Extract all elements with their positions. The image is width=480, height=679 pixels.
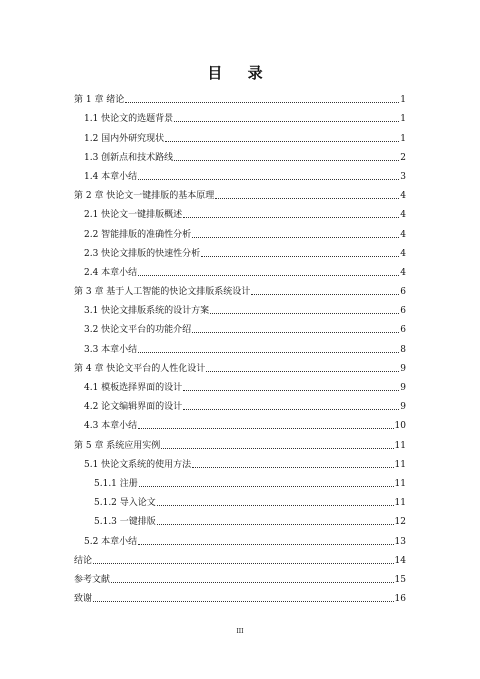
dot-leader bbox=[157, 505, 394, 506]
toc-entry-page: 2 bbox=[400, 152, 406, 163]
toc-entry-label: 结论 bbox=[74, 555, 93, 566]
toc-entry-page: 4 bbox=[400, 210, 406, 221]
dot-leader bbox=[174, 121, 399, 122]
toc-entry-page: 4 bbox=[400, 191, 406, 202]
toc-entry[interactable] bbox=[74, 105, 406, 124]
toc-entry-page: 12 bbox=[394, 517, 406, 528]
toc-entry[interactable] bbox=[74, 393, 406, 412]
toc-entry[interactable] bbox=[74, 566, 406, 585]
dot-leader bbox=[183, 409, 399, 410]
dot-leader bbox=[210, 313, 399, 314]
toc-entry-page: 9 bbox=[400, 383, 406, 393]
toc-entry-label: 5.1.1 注册 bbox=[94, 478, 138, 489]
page-number-footer: III bbox=[236, 628, 244, 635]
toc-entry-label: 4.3 本章小结 bbox=[84, 421, 138, 432]
toc-entry-page: 9 bbox=[400, 402, 406, 413]
toc-entry[interactable] bbox=[74, 489, 406, 508]
toc-entry-page: 13 bbox=[394, 536, 406, 547]
toc-entry[interactable] bbox=[74, 527, 406, 546]
toc-entry-page: 4 bbox=[400, 267, 406, 278]
toc-entry-page: 4 bbox=[400, 229, 406, 240]
toc-entry[interactable] bbox=[74, 182, 406, 201]
dot-leader bbox=[93, 601, 394, 602]
dot-leader bbox=[139, 486, 394, 487]
dot-leader bbox=[161, 448, 393, 449]
toc-entry-label: 2.2 智能排版的准确性分析 bbox=[84, 229, 192, 240]
dot-leader bbox=[138, 544, 393, 545]
dot-leader bbox=[138, 275, 399, 276]
toc-entry-page: 6 bbox=[400, 325, 406, 336]
dot-leader bbox=[138, 428, 393, 429]
toc-entry-label: 第 2 章 快论文一键排版的基本原理 bbox=[74, 191, 215, 202]
toc-entry-label: 第 5 章 系统应用实例 bbox=[74, 440, 161, 451]
toc-entry[interactable] bbox=[74, 431, 406, 450]
toc-entry[interactable] bbox=[74, 451, 406, 470]
toc-entry-label: 5.2 本章小结 bbox=[84, 536, 138, 547]
toc-entry-label: 5.1.2 导入论文 bbox=[94, 498, 156, 509]
toc-entry[interactable] bbox=[74, 278, 406, 297]
toc-entry[interactable] bbox=[74, 124, 406, 143]
toc-entry-page: 11 bbox=[394, 478, 406, 489]
toc-entry-label: 第 3 章 基于人工智能的快论文排版系统设计 bbox=[74, 287, 251, 298]
toc-entry-label: 2.4 本章小结 bbox=[84, 267, 138, 278]
toc-entry[interactable] bbox=[74, 470, 406, 489]
toc-entry[interactable] bbox=[74, 335, 406, 354]
toc-entry[interactable] bbox=[74, 86, 406, 105]
dot-leader bbox=[165, 141, 399, 142]
toc-entry[interactable] bbox=[74, 240, 406, 259]
toc-entry-page: 1 bbox=[400, 95, 406, 106]
toc-entry[interactable] bbox=[74, 355, 406, 374]
toc-entry-label: 第 4 章 快论文平台的人性化设计 bbox=[74, 363, 206, 374]
toc-entry[interactable] bbox=[74, 374, 406, 393]
toc-entry[interactable] bbox=[74, 316, 406, 335]
toc-entry-page: 11 bbox=[394, 459, 406, 470]
toc-entry-page: 3 bbox=[400, 171, 406, 182]
toc-entry-label: 第 1 章 绪论 bbox=[74, 95, 125, 106]
toc-entry-page: 6 bbox=[400, 287, 406, 298]
table-of-contents bbox=[74, 86, 406, 604]
toc-entry[interactable] bbox=[74, 412, 406, 431]
toc-entry-label: 3.1 快论文排版系统的设计方案 bbox=[84, 306, 210, 317]
dot-leader bbox=[157, 524, 394, 525]
toc-entry-page: 14 bbox=[394, 555, 406, 566]
toc-entry-page: 11 bbox=[394, 440, 406, 451]
toc-entry[interactable] bbox=[74, 508, 406, 527]
toc-entry[interactable] bbox=[74, 585, 406, 604]
toc-entry-label: 4.1 模板选择界面的设计 bbox=[84, 383, 183, 393]
dot-leader bbox=[192, 332, 399, 333]
dot-leader bbox=[183, 390, 399, 391]
toc-entry[interactable] bbox=[74, 259, 406, 278]
toc-entry[interactable] bbox=[74, 547, 406, 566]
toc-entry-label: 1.4 本章小结 bbox=[84, 171, 138, 182]
toc-entry-label: 4.2 论文编辑界面的设计 bbox=[84, 402, 183, 413]
toc-entry[interactable] bbox=[74, 163, 406, 182]
dot-leader bbox=[138, 179, 399, 180]
toc-entry-label: 1.2 国内外研究现状 bbox=[84, 133, 165, 144]
toc-entry-label: 3.3 本章小结 bbox=[84, 344, 138, 355]
toc-entry-page: 10 bbox=[394, 421, 406, 432]
dot-leader bbox=[192, 467, 393, 468]
toc-entry-page: 16 bbox=[394, 594, 406, 605]
toc-entry-label: 参考文献 bbox=[74, 574, 111, 585]
toc-entry[interactable] bbox=[74, 220, 406, 239]
toc-entry-page: 15 bbox=[394, 574, 406, 585]
toc-entry-page: 4 bbox=[400, 248, 406, 259]
toc-entry-label: 5.1.3 一键排版 bbox=[94, 517, 156, 528]
toc-entry-page: 1 bbox=[400, 114, 406, 125]
toc-entry-label: 2.3 快论文排版的快速性分析 bbox=[84, 248, 201, 259]
toc-entry-label: 1.1 快论文的选题背景 bbox=[84, 114, 174, 125]
toc-title: 目 录 bbox=[207, 64, 273, 82]
toc-entry-label: 3.2 快论文平台的功能介绍 bbox=[84, 325, 192, 336]
toc-entry-page: 8 bbox=[400, 344, 406, 355]
toc-entry[interactable] bbox=[74, 144, 406, 163]
dot-leader bbox=[251, 294, 399, 295]
toc-entry-label: 致谢 bbox=[74, 594, 93, 605]
toc-entry-label: 5.1 快论文系统的使用方法 bbox=[84, 459, 192, 470]
toc-entry-page: 9 bbox=[400, 363, 406, 374]
dot-leader bbox=[93, 563, 394, 564]
toc-entry-page: 1 bbox=[400, 133, 406, 144]
dot-leader bbox=[192, 237, 399, 238]
dot-leader bbox=[183, 217, 399, 218]
dot-leader bbox=[111, 582, 394, 583]
dot-leader bbox=[138, 352, 399, 353]
toc-entry-label: 2.1 快论文一键排版概述 bbox=[84, 210, 183, 221]
dot-leader bbox=[201, 256, 399, 257]
toc-entry-label: 1.3 创新点和技术路线 bbox=[84, 152, 174, 163]
dot-leader bbox=[125, 102, 399, 103]
toc-entry-page: 11 bbox=[394, 498, 406, 509]
dot-leader bbox=[215, 198, 399, 199]
dot-leader bbox=[206, 371, 399, 372]
dot-leader bbox=[174, 160, 399, 161]
toc-entry[interactable] bbox=[74, 201, 406, 220]
toc-entry[interactable] bbox=[74, 297, 406, 316]
toc-entry-page: 6 bbox=[400, 306, 406, 317]
